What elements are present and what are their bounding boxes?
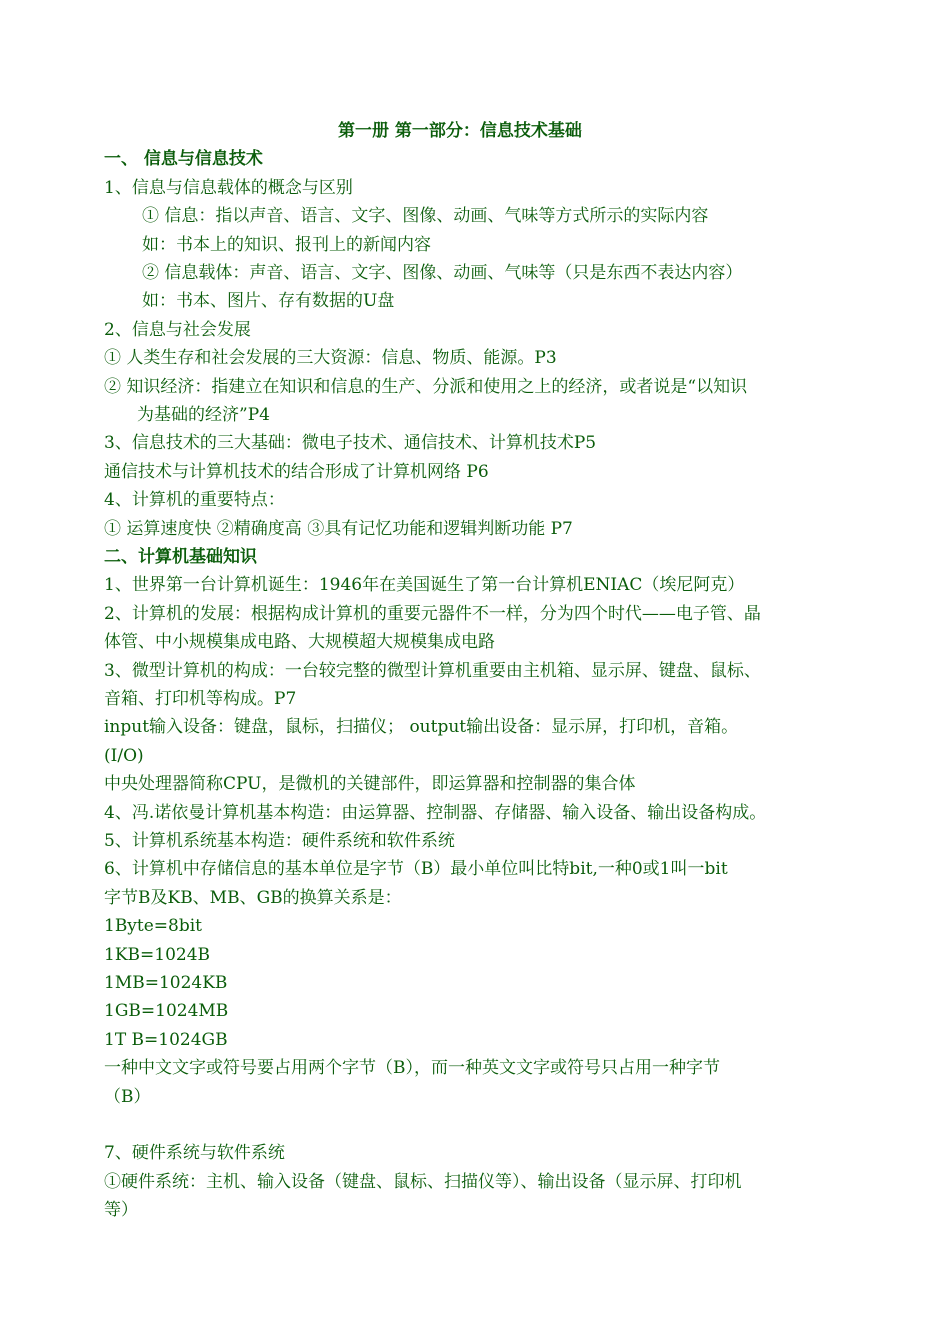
text-line: 音箱、打印机等构成。P7: [104, 689, 297, 709]
section-heading: 一、 信息与信息技术: [104, 149, 263, 169]
subsection-heading: 4、计算机的重要特点：: [104, 490, 285, 510]
text-line: (I/O): [104, 746, 144, 766]
text-line: 如：书本上的知识、报刊上的新闻内容: [142, 235, 431, 255]
text-line: 中央处理器简称CPU，是微机的关键部件，即运算器和控制器的集合体: [104, 774, 636, 794]
text-line: 1Byte=8bit: [104, 916, 203, 936]
text-line: 2、计算机的发展：根据构成计算机的重要元器件不一样，分为四个时代——电子管、晶: [104, 604, 761, 624]
text-line: ① 运算速度快 ②精确度高 ③具有记忆功能和逻辑判断功能 P7: [104, 519, 573, 539]
text-line: 一种中文文字或符号要占用两个字节（B），而一种英文文字或符号只占用一种字节: [104, 1058, 720, 1078]
subsection-heading: 3、信息技术的三大基础：微电子技术、通信技术、计算机技术P5: [104, 433, 597, 453]
text-line: 5、计算机系统基本构造：硬件系统和软件系统: [104, 831, 455, 851]
text-line: 3、微型计算机的构成：一台较完整的微型计算机重要由主机箱、显示屏、键盘、鼠标、: [104, 661, 761, 681]
text-line: 体管、中小规模集成电路、大规模超大规模集成电路: [104, 632, 495, 652]
text-line: 4、冯.诺依曼计算机基本构造：由运算器、控制器、存储器、输入设备、输出设备构成。: [104, 803, 767, 823]
section-heading: 二、计算机基础知识: [104, 547, 257, 567]
text-line: （B）: [104, 1087, 151, 1107]
text-line: ② 知识经济：指建立在知识和信息的生产、分派和使用之上的经济，或者说是“以知识: [104, 377, 748, 397]
text-line: 6、计算机中存储信息的基本单位是字节（B）最小单位叫比特bit,一种0或1叫一bit: [104, 859, 728, 879]
subsection-heading: 1、信息与信息载体的概念与区别: [104, 178, 353, 198]
text-line: 1、世界第一台计算机诞生：1946年在美国诞生了第一台计算机ENIAC（埃尼阿克）: [104, 575, 745, 595]
text-line: 1KB=1024B: [104, 945, 211, 965]
text-line: 字节B及KB、MB、GB的换算关系是：: [104, 888, 402, 908]
text-line: ① 人类生存和社会发展的三大资源：信息、物质、能源。P3: [104, 348, 557, 368]
text-line: 等）: [104, 1200, 138, 1220]
text-line: ② 信息载体：声音、语言、文字、图像、动画、气味等（只是东西不表达内容）: [142, 263, 743, 283]
text-line: 通信技术与计算机技术的结合形成了计算机网络 P6: [104, 462, 489, 482]
text-line: 1MB=1024KB: [104, 973, 228, 993]
subsection-heading: 7、硬件系统与软件系统: [104, 1143, 285, 1163]
document-title: 第一册 第一部分：信息技术基础: [338, 121, 582, 141]
text-line: 1GB=1024MB: [104, 1001, 229, 1021]
text-line: 为基础的经济”P4: [137, 405, 270, 425]
text-line: 如：书本、图片、存有数据的U盘: [142, 291, 395, 311]
text-line: input输入设备：键盘，鼠标，扫描仪； output输出设备：显示屏，打印机，音箱。: [104, 717, 739, 737]
text-line: 1T B=1024GB: [104, 1030, 228, 1050]
text-line: ①硬件系统：主机、输入设备（键盘、鼠标、扫描仪等）、输出设备（显示屏、打印机: [104, 1172, 742, 1192]
subsection-heading: 2、信息与社会发展: [104, 320, 251, 340]
text-line: ① 信息：指以声音、语言、文字、图像、动画、气味等方式所示的实际内容: [142, 206, 709, 226]
